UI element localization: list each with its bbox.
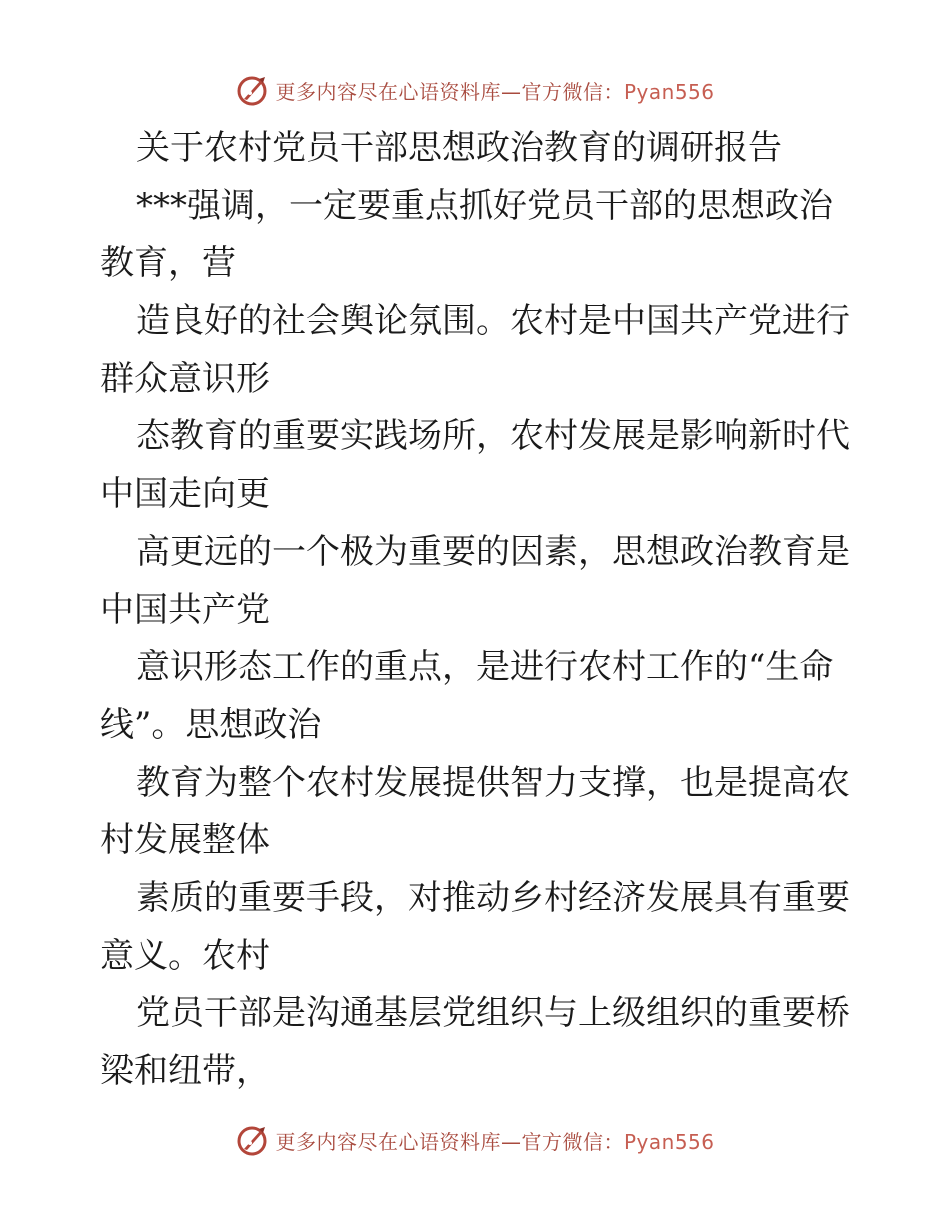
text-line: 素质的重要手段，对推动乡村经济发展具有重要 — [136, 877, 850, 918]
text-line: 造良好的社会舆论氛围。农村是中国共产党进行 — [136, 301, 850, 342]
text-line: 教育为整个农村发展提供智力支撑，也是提高农 — [136, 762, 850, 803]
header-watermark — [0, 70, 950, 110]
text-line: 意义。农村 — [100, 935, 270, 976]
text-line: 中国走向更 — [100, 474, 270, 515]
text-line: 群众意识形 — [100, 358, 270, 399]
text-line: 态教育的重要实践场所，农村发展是影响新时代 — [136, 416, 850, 457]
text-line: 线”。思想政治 — [100, 704, 322, 745]
text-line: 高更远的一个极为重要的因素，思想政治教育是 — [136, 531, 850, 572]
quill-logo-icon — [235, 73, 269, 107]
text-line: 中国共产党 — [100, 589, 270, 630]
text-line: ***强调，一定要重点抓好党员干部的思想政治 — [136, 185, 833, 226]
text-line: 党员干部是沟通基层党组织与上级组织的重要桥 — [136, 993, 850, 1034]
watermark-text: 更多内容尽在心语资料库—官方微信：Pyan556 — [275, 79, 715, 104]
text-line: 梁和纽带， — [100, 1051, 270, 1091]
watermark-text: 更多内容尽在心语资料库—官方微信：Pyan556 — [275, 1129, 715, 1154]
document-body — [100, 120, 860, 1101]
text-line: 关于农村党员干部思想政治教育的调研报告 — [136, 128, 782, 168]
text-line: 村发展整体 — [100, 820, 270, 861]
text-line: 教育，营 — [100, 243, 236, 284]
footer-watermark — [0, 1120, 950, 1160]
text-line: 意识形态工作的重点，是进行农村工作的“生命 — [136, 647, 834, 688]
quill-logo-icon — [235, 1123, 269, 1157]
